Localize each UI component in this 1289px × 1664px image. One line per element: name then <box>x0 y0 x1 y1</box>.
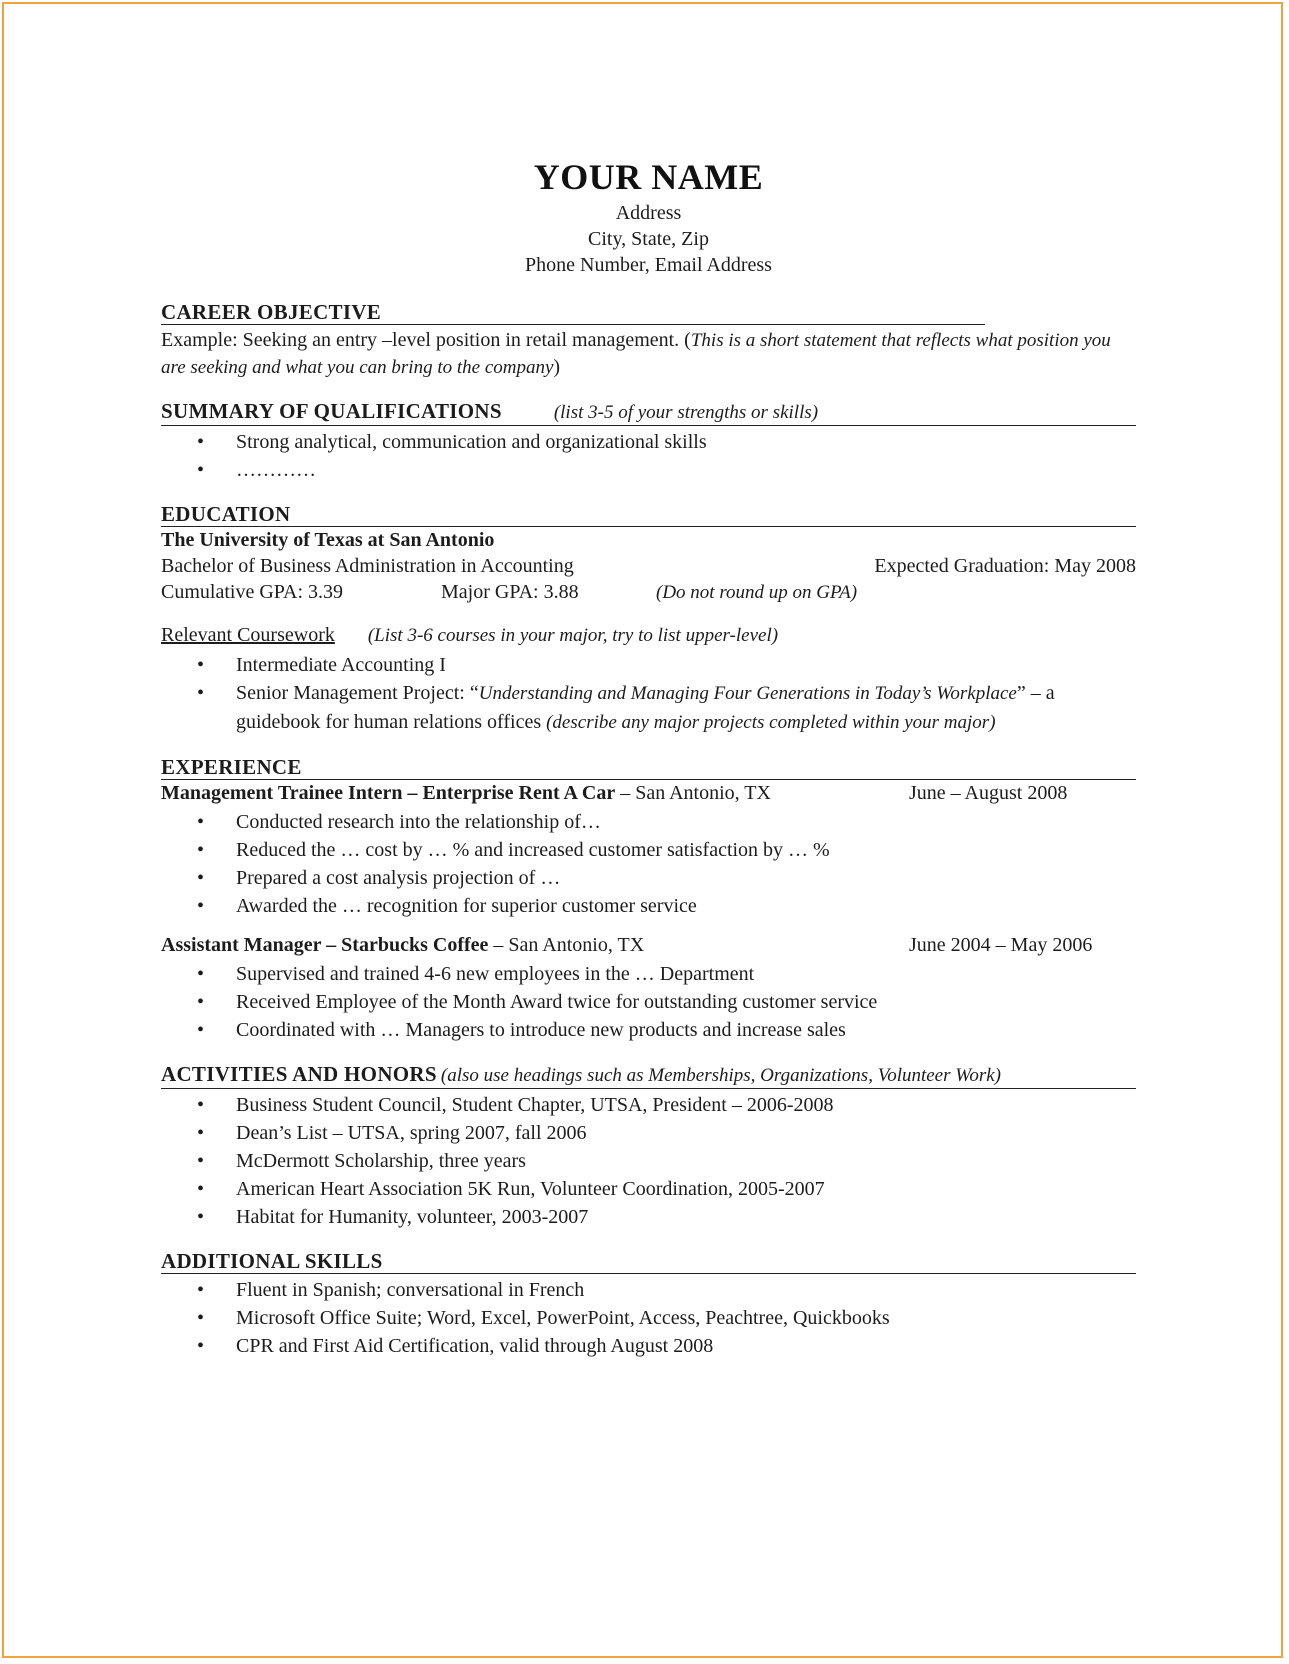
activities-hint: (also use headings such as Memberships, Organizations, Volunteer Work) <box>440 1065 1001 1086</box>
list-item: • Strong analytical, communication and organizational skills <box>161 428 1136 456</box>
skills-heading: ADDITIONAL SKILLS <box>161 1249 1136 1274</box>
coursework-hint: (List 3-6 courses in your major, try to list upper-level) <box>367 625 779 646</box>
resume-page <box>2 2 1283 1658</box>
job-location: – San Antonio, TX <box>615 782 771 804</box>
coursework-list <box>161 651 1136 737</box>
list-item: • Business Student Council, Student Chapter, UTSA, President – 2006-2008 <box>161 1091 1136 1119</box>
contact-address: Address <box>615 202 682 224</box>
education-degree: Bachelor of Business Administration in Accounting <box>161 555 574 577</box>
education-degree-row <box>161 553 1136 579</box>
coursework-row <box>161 622 1136 649</box>
activities-heading <box>161 1062 1136 1089</box>
objective-example: Example: Seeking an entry –level position in retail management. ( <box>161 329 691 351</box>
list-item: • Reduced the … cost by … % and increased customer satisfaction by … % <box>161 836 1136 864</box>
education-graduation: Expected Graduation: May 2008 <box>874 555 1136 577</box>
objective-text <box>161 327 1136 381</box>
job-title: Management Trainee Intern – Enterprise Rent A Car <box>161 782 616 804</box>
activities-list <box>161 1091 1136 1231</box>
activities-section <box>161 1062 1136 1231</box>
list-item: • Received Employee of the Month Award twice for outstanding customer service <box>161 988 1136 1016</box>
list-item: • Coordinated with … Managers to introduce new products and increase sales <box>161 1016 1136 1044</box>
summary-list <box>161 428 1136 484</box>
skills-section <box>161 1249 1136 1360</box>
project-title: Understanding and Managing Four Generations in Today’s Workplace <box>478 683 1017 704</box>
list-item: • Prepared a cost analysis projection of … <box>161 864 1136 892</box>
education-gpa-note: (Do not round up on GPA) <box>656 582 858 603</box>
summary-hint: (list 3-5 of your strengths or skills) <box>553 402 819 423</box>
resume-name: YOUR NAME <box>533 157 764 197</box>
list-item: • Awarded the … recognition for superior customer service <box>161 892 1136 920</box>
job-title-line <box>161 932 909 958</box>
list-item: • CPR and First Aid Certification, valid through August 2008 <box>161 1332 1136 1360</box>
list-item: • Habitat for Humanity, volunteer, 2003-2007 <box>161 1203 1136 1231</box>
job-title-line <box>161 780 909 806</box>
education-heading: EDUCATION <box>161 502 1136 527</box>
skills-list <box>161 1276 1136 1360</box>
experience-heading: EXPERIENCE <box>161 755 1136 780</box>
list-item: • Dean’s List – UTSA, spring 2007, fall 2006 <box>161 1119 1136 1147</box>
summary-heading <box>161 399 1136 426</box>
list-item: • Fluent in Spanish; conversational in French <box>161 1276 1136 1304</box>
contact-phone-email: Phone Number, Email Address <box>525 254 772 276</box>
list-item <box>161 679 1136 737</box>
education-cum-gpa: Cumulative GPA: 3.39 <box>161 581 344 603</box>
activities-heading-label: ACTIVITIES AND HONORS <box>161 1062 437 1086</box>
education-gpa-row <box>161 579 1136 606</box>
resume-content <box>161 154 1136 1360</box>
contact-city-state-zip: City, State, Zip <box>588 228 709 250</box>
objective-close: ) <box>553 356 561 378</box>
summary-heading-label: SUMMARY OF QUALIFICATIONS <box>161 399 502 423</box>
list-item: • American Heart Association 5K Run, Volunteer Coordination, 2005-2007 <box>161 1175 1136 1203</box>
job-duties-list <box>161 960 1136 1044</box>
coursework-label: Relevant Coursework <box>161 624 335 646</box>
list-item: • Conducted research into the relationship of… <box>161 808 1136 836</box>
job-dates: June – August 2008 <box>909 782 1068 804</box>
job-dates: June 2004 – May 2006 <box>909 934 1093 956</box>
education-school: The University of Texas at San Antonio <box>161 529 495 551</box>
education-major-gpa: Major GPA: 3.88 <box>441 581 579 603</box>
job-duties-list <box>161 808 1136 920</box>
experience-section <box>161 755 1136 1044</box>
list-item: • ………… <box>161 456 1136 484</box>
objective-note: This is a short statement that reflects what position you are seeking and what you can bring to the company <box>161 330 1111 378</box>
objective-heading: CAREER OBJECTIVE <box>161 300 985 325</box>
education-section <box>161 502 1136 737</box>
project-suffix: ” – a guidebook for human relations offices <box>236 682 1055 733</box>
job-header <box>161 932 1136 958</box>
project-hint: (describe any major projects completed within your major) <box>546 712 996 733</box>
list-item: • Supervised and trained 4-6 new employees in the … Department <box>161 960 1136 988</box>
job-title: Assistant Manager – Starbucks Coffee <box>161 934 489 956</box>
summary-section <box>161 399 1136 484</box>
objective-section <box>161 300 1136 381</box>
job-header <box>161 780 1136 806</box>
list-item: • Intermediate Accounting I <box>161 651 1136 679</box>
job-location: – San Antonio, TX <box>488 934 645 956</box>
list-item: • Microsoft Office Suite; Word, Excel, PowerPoint, Access, Peachtree, Quickbooks <box>161 1304 1136 1332</box>
list-item: • McDermott Scholarship, three years <box>161 1147 1136 1175</box>
project-prefix: Senior Management Project: “ <box>236 682 479 704</box>
